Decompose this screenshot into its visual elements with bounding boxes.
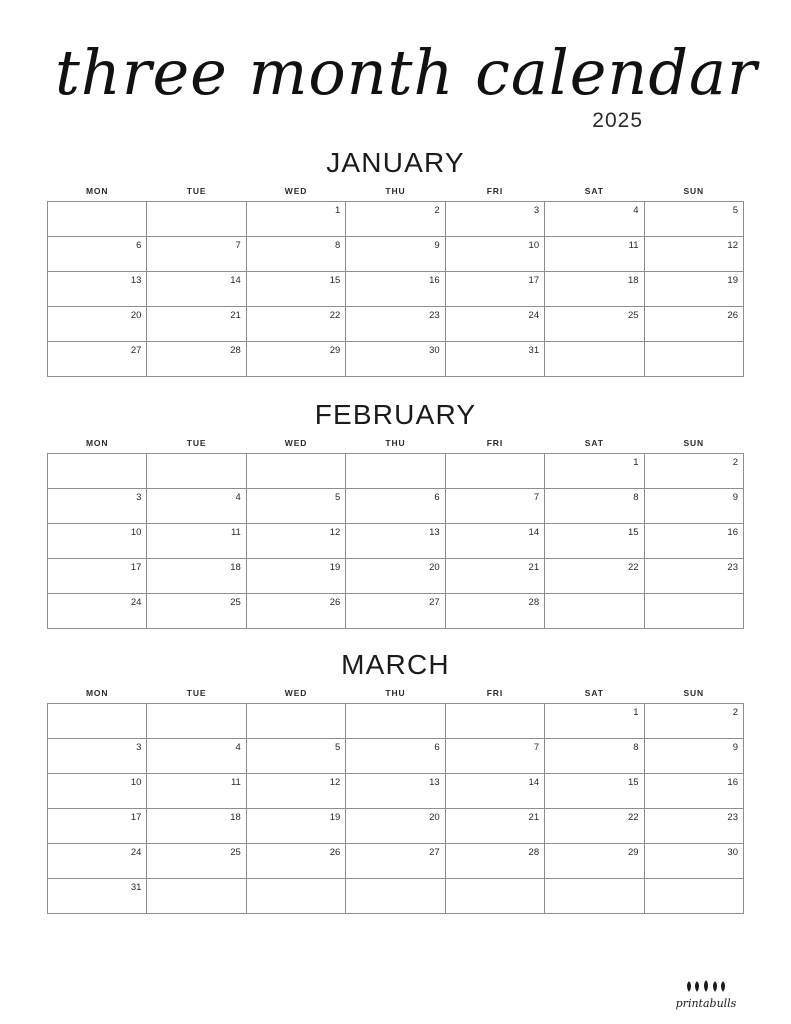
day-cell[interactable]: 25 [545, 307, 644, 342]
day-cell[interactable]: 16 [644, 774, 743, 809]
day-cell[interactable] [346, 879, 445, 914]
day-cell[interactable]: 14 [445, 774, 544, 809]
day-cell[interactable]: 14 [147, 272, 246, 307]
year-label: 2025 [592, 109, 643, 133]
day-cell[interactable] [147, 454, 246, 489]
weekday-header-row [48, 688, 744, 704]
day-cell[interactable]: 15 [545, 524, 644, 559]
day-cell[interactable]: 27 [346, 844, 445, 879]
day-cell[interactable]: 13 [346, 774, 445, 809]
weekday-header-row [48, 186, 744, 202]
week-row [48, 342, 744, 377]
weekday-header: THU [385, 438, 406, 449]
weekday-header: TUE [186, 186, 207, 197]
day-cell[interactable]: 12 [644, 237, 743, 272]
day-cell[interactable]: 23 [644, 559, 743, 594]
day-cell[interactable]: 1 [545, 454, 644, 489]
day-cell[interactable] [48, 454, 147, 489]
day-cell[interactable]: 4 [147, 489, 246, 524]
weekday-header: MON [85, 186, 109, 197]
day-cell[interactable]: 16 [346, 272, 445, 307]
week-row [48, 237, 744, 272]
week-row [48, 307, 744, 342]
calendar-grid [47, 438, 744, 629]
month-title: JANUARY [326, 147, 465, 179]
weekday-header: WED [284, 438, 308, 449]
day-cell[interactable] [346, 454, 445, 489]
weekday-header: TUE [186, 688, 207, 699]
month-block [47, 649, 744, 914]
day-cell[interactable]: 27 [48, 342, 147, 377]
week-row [48, 774, 744, 809]
day-cell[interactable]: 31 [48, 879, 147, 914]
day-cell[interactable]: 1 [545, 704, 644, 739]
day-cell[interactable]: 22 [246, 307, 345, 342]
day-cell[interactable] [545, 342, 644, 377]
day-cell[interactable]: 6 [346, 739, 445, 774]
day-cell[interactable]: 8 [246, 237, 345, 272]
day-cell[interactable]: 28 [445, 844, 544, 879]
weekday-header: FRI [486, 186, 504, 197]
week-row [48, 272, 744, 307]
day-cell[interactable]: 24 [48, 844, 147, 879]
day-cell[interactable]: 28 [445, 594, 544, 629]
weekday-header: WED [284, 186, 308, 197]
weekday-header: FRI [486, 438, 504, 449]
day-cell[interactable]: 18 [545, 272, 644, 307]
weekday-header: TUE [186, 438, 207, 449]
day-cell[interactable]: 16 [644, 524, 743, 559]
week-row [48, 559, 744, 594]
day-cell[interactable]: 13 [346, 524, 445, 559]
week-row [48, 809, 744, 844]
day-cell[interactable]: 29 [246, 342, 345, 377]
day-cell[interactable] [246, 704, 345, 739]
day-cell[interactable]: 21 [147, 307, 246, 342]
week-row [48, 454, 744, 489]
day-cell[interactable]: 23 [346, 307, 445, 342]
weekday-header: SAT [584, 186, 604, 197]
day-cell[interactable] [445, 879, 544, 914]
day-cell[interactable] [644, 342, 743, 377]
months-container [0, 147, 791, 914]
day-cell[interactable]: 11 [147, 774, 246, 809]
day-cell[interactable]: 19 [246, 559, 345, 594]
day-cell[interactable]: 17 [48, 559, 147, 594]
day-cell[interactable]: 3 [48, 739, 147, 774]
day-cell[interactable]: 24 [445, 307, 544, 342]
week-row [48, 489, 744, 524]
day-cell[interactable]: 10 [48, 774, 147, 809]
day-cell[interactable]: 3 [445, 202, 544, 237]
day-cell[interactable] [545, 594, 644, 629]
day-cell[interactable] [147, 704, 246, 739]
month-title: FEBRUARY [314, 399, 477, 431]
day-cell[interactable]: 31 [445, 342, 544, 377]
day-cell[interactable]: 30 [346, 342, 445, 377]
day-cell[interactable]: 10 [48, 524, 147, 559]
weekday-header: MON [85, 688, 109, 699]
calendar-grid [47, 186, 744, 377]
month-title: MARCH [341, 649, 450, 681]
birds-icon [661, 979, 751, 995]
day-cell[interactable]: 12 [246, 774, 345, 809]
day-cell[interactable]: 19 [246, 809, 345, 844]
day-cell[interactable]: 21 [445, 809, 544, 844]
day-cell[interactable]: 6 [346, 489, 445, 524]
day-cell[interactable]: 8 [545, 739, 644, 774]
day-cell[interactable]: 18 [147, 809, 246, 844]
day-cell[interactable]: 24 [48, 594, 147, 629]
month-block [47, 399, 744, 629]
day-cell[interactable]: 9 [644, 739, 743, 774]
day-cell[interactable]: 11 [545, 237, 644, 272]
day-cell[interactable] [246, 454, 345, 489]
day-cell[interactable]: 20 [48, 307, 147, 342]
week-row [48, 844, 744, 879]
day-cell[interactable]: 22 [545, 809, 644, 844]
day-cell[interactable] [644, 594, 743, 629]
day-cell[interactable]: 8 [545, 489, 644, 524]
day-cell[interactable] [445, 704, 544, 739]
page-title: three month calendar [55, 36, 758, 109]
day-cell[interactable]: 2 [644, 454, 743, 489]
day-cell[interactable]: 2 [644, 704, 743, 739]
day-cell[interactable] [644, 879, 743, 914]
day-cell[interactable]: 29 [545, 844, 644, 879]
day-cell[interactable]: 20 [346, 809, 445, 844]
week-row [48, 524, 744, 559]
day-cell[interactable] [48, 202, 147, 237]
day-cell[interactable] [147, 202, 246, 237]
week-row [48, 879, 744, 914]
day-cell[interactable]: 10 [445, 237, 544, 272]
day-cell[interactable]: 23 [644, 809, 743, 844]
week-row [48, 739, 744, 774]
day-cell[interactable]: 30 [644, 844, 743, 879]
day-cell[interactable]: 28 [147, 342, 246, 377]
day-cell[interactable]: 18 [147, 559, 246, 594]
weekday-header: MON [85, 438, 109, 449]
day-cell[interactable]: 5 [644, 202, 743, 237]
day-cell[interactable]: 17 [48, 809, 147, 844]
brand-label: printabulls [675, 997, 737, 1010]
day-cell[interactable]: 7 [445, 739, 544, 774]
day-cell[interactable]: 26 [644, 307, 743, 342]
day-cell[interactable] [545, 879, 644, 914]
day-cell[interactable]: 26 [246, 594, 345, 629]
day-cell[interactable]: 4 [545, 202, 644, 237]
day-cell[interactable]: 5 [246, 739, 345, 774]
day-cell[interactable]: 22 [545, 559, 644, 594]
day-cell[interactable]: 25 [147, 844, 246, 879]
month-block [47, 147, 744, 377]
weekday-header: THU [385, 186, 406, 197]
day-cell[interactable]: 3 [48, 489, 147, 524]
day-cell[interactable]: 4 [147, 739, 246, 774]
day-cell[interactable]: 19 [644, 272, 743, 307]
day-cell[interactable]: 14 [445, 524, 544, 559]
day-cell[interactable] [346, 704, 445, 739]
weekday-header: SUN [683, 186, 705, 197]
day-cell[interactable]: 7 [445, 489, 544, 524]
day-cell[interactable] [48, 704, 147, 739]
day-cell[interactable]: 21 [445, 559, 544, 594]
day-cell[interactable]: 6 [48, 237, 147, 272]
day-cell[interactable] [445, 454, 544, 489]
day-cell[interactable]: 11 [147, 524, 246, 559]
day-cell[interactable]: 1 [246, 202, 345, 237]
weekday-header: SUN [683, 438, 705, 449]
weekday-header: SUN [683, 688, 705, 699]
footer-logo [661, 979, 751, 1010]
day-cell[interactable]: 7 [147, 237, 246, 272]
day-cell[interactable]: 15 [545, 774, 644, 809]
day-cell[interactable]: 26 [246, 844, 345, 879]
day-cell[interactable]: 17 [445, 272, 544, 307]
title-block [0, 0, 791, 133]
week-row [48, 594, 744, 629]
week-row [48, 202, 744, 237]
calendar-grid [47, 688, 744, 914]
weekday-header-row [48, 438, 744, 454]
day-cell[interactable]: 15 [246, 272, 345, 307]
weekday-header: SAT [584, 688, 604, 699]
day-cell[interactable]: 9 [644, 489, 743, 524]
weekday-header: THU [385, 688, 406, 699]
day-cell[interactable]: 13 [48, 272, 147, 307]
weekday-header: FRI [486, 688, 504, 699]
day-cell[interactable]: 12 [246, 524, 345, 559]
day-cell[interactable]: 5 [246, 489, 345, 524]
day-cell[interactable]: 9 [346, 237, 445, 272]
day-cell[interactable] [147, 879, 246, 914]
week-row [48, 704, 744, 739]
day-cell[interactable]: 20 [346, 559, 445, 594]
weekday-header: SAT [584, 438, 604, 449]
day-cell[interactable]: 2 [346, 202, 445, 237]
day-cell[interactable] [246, 879, 345, 914]
day-cell[interactable]: 25 [147, 594, 246, 629]
weekday-header: WED [284, 688, 308, 699]
day-cell[interactable]: 27 [346, 594, 445, 629]
